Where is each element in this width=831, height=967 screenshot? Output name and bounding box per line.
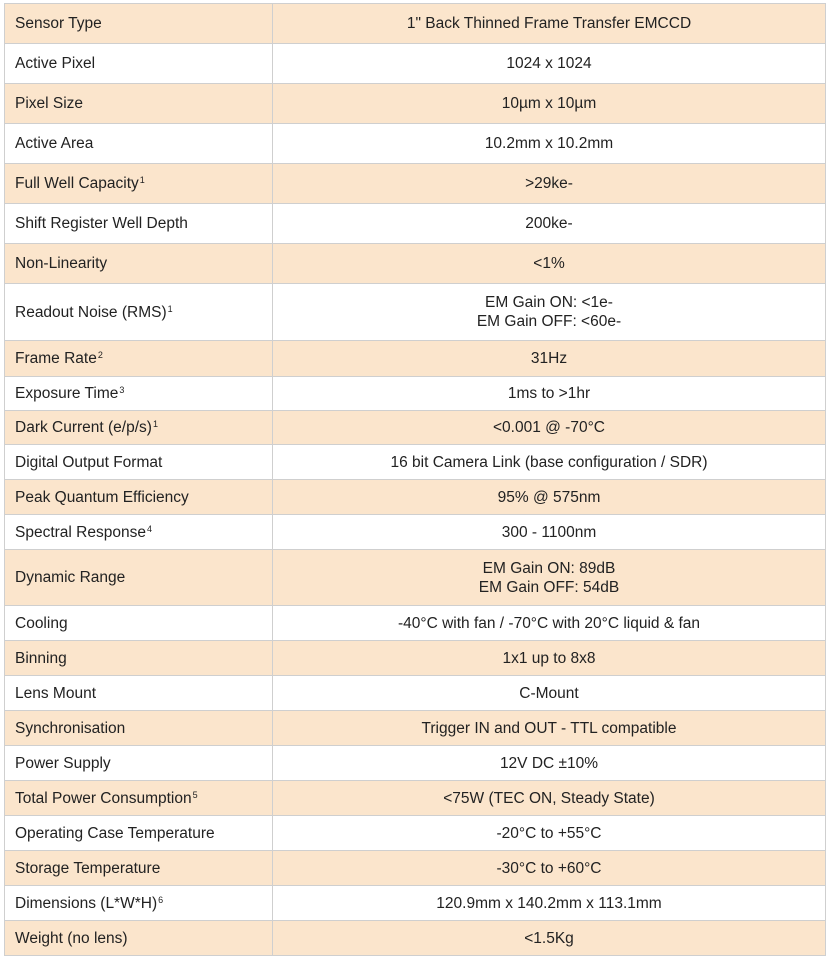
spec-value-cell xyxy=(273,781,826,816)
spec-value: <1% xyxy=(533,255,565,272)
spec-value: -40°C with fan / -70°C with 20°C liquid & fan xyxy=(397,614,701,632)
spec-label-cell xyxy=(5,84,273,124)
table-row xyxy=(5,44,826,84)
spec-label-cell xyxy=(5,921,273,956)
spec-value-cell xyxy=(273,44,826,84)
table-row xyxy=(5,746,826,781)
spec-label-cell xyxy=(5,124,273,164)
spec-value-cell xyxy=(273,124,826,164)
spec-value: 1" Back Thinned Frame Transfer EMCCD xyxy=(406,15,692,32)
spec-label-cell xyxy=(5,164,273,204)
spec-label: Storage Temperature xyxy=(15,859,161,877)
footnote-marker: 1 xyxy=(139,175,145,185)
spec-label: Total Power Consumption xyxy=(15,789,192,807)
spec-label-cell xyxy=(5,204,273,244)
spec-value-cell xyxy=(273,204,826,244)
spec-label-cell xyxy=(5,284,273,341)
table-row xyxy=(5,550,826,606)
spec-label: Binning xyxy=(15,649,67,667)
spec-label-cell xyxy=(5,377,273,411)
spec-value-cell xyxy=(273,550,826,606)
table-row xyxy=(5,124,826,164)
spec-label-cell xyxy=(5,781,273,816)
spec-value: <0.001 @ -70°C xyxy=(493,419,605,436)
spec-value: 12V DC ±10% xyxy=(499,754,599,772)
table-row xyxy=(5,886,826,921)
spec-label: Digital Output Format xyxy=(15,453,163,471)
spec-value-cell xyxy=(273,921,826,956)
spec-value: -20°C to +55°C xyxy=(496,824,602,842)
table-row xyxy=(5,411,826,445)
spec-value-cell xyxy=(273,676,826,711)
spec-value: >29ke- xyxy=(525,175,573,192)
spec-value-cell xyxy=(273,164,826,204)
table-row xyxy=(5,204,826,244)
spec-value-cell xyxy=(273,445,826,480)
spec-label-cell xyxy=(5,606,273,641)
spec-value-cell xyxy=(273,711,826,746)
table-row xyxy=(5,84,826,124)
spec-value: 200ke- xyxy=(525,215,573,232)
footnote-marker: 6 xyxy=(158,894,164,905)
spec-label-cell xyxy=(5,341,273,377)
spec-value: Trigger IN and OUT - TTL compatible xyxy=(421,719,677,737)
spec-label: Dark Current (e/p/s) xyxy=(15,419,152,436)
footnote-marker: 1 xyxy=(152,419,158,429)
table-row xyxy=(5,164,826,204)
table-row xyxy=(5,781,826,816)
spec-label: Peak Quantum Efficiency xyxy=(15,488,189,506)
table-row xyxy=(5,921,826,956)
spec-value: 1024 x 1024 xyxy=(506,55,592,72)
footnote-marker: 4 xyxy=(146,523,152,534)
footnote-marker: 2 xyxy=(97,350,103,360)
spec-value-cell xyxy=(273,480,826,515)
spec-value-cell xyxy=(273,341,826,377)
spec-label: Readout Noise (RMS) xyxy=(15,303,167,321)
spec-label-cell xyxy=(5,746,273,781)
spec-label-cell xyxy=(5,676,273,711)
spec-value: 16 bit Camera Link (base configuration / SDR) xyxy=(390,453,708,471)
spec-label-cell xyxy=(5,816,273,851)
spec-label: Dimensions (L*W*H) xyxy=(15,894,158,912)
spec-value: 300 - 1100nm xyxy=(501,523,597,541)
spec-value: 31Hz xyxy=(530,350,568,367)
table-row xyxy=(5,244,826,284)
spec-label: Sensor Type xyxy=(15,15,102,32)
spec-label: Full Well Capacity xyxy=(15,175,139,192)
footnote-marker: 3 xyxy=(119,385,125,395)
spec-label: Active Pixel xyxy=(15,55,96,72)
spec-label-cell xyxy=(5,244,273,284)
table-row xyxy=(5,341,826,377)
spec-value: EM Gain ON: <1e- xyxy=(485,294,613,311)
spec-value: <75W (TEC ON, Steady State) xyxy=(443,789,655,807)
spec-value: EM Gain OFF: 54dB xyxy=(478,578,620,596)
spec-label-cell xyxy=(5,480,273,515)
table-row xyxy=(5,606,826,641)
spec-value-cell xyxy=(273,84,826,124)
spec-value-cell xyxy=(273,411,826,445)
spec-value: EM Gain ON: 89dB xyxy=(482,559,616,577)
spec-value-cell xyxy=(273,284,826,341)
spec-value-cell xyxy=(273,4,826,44)
spec-value: 1x1 up to 8x8 xyxy=(502,649,596,667)
spec-label-cell xyxy=(5,4,273,44)
table-row xyxy=(5,851,826,886)
footnote-marker: 1 xyxy=(167,303,173,314)
spec-label-cell xyxy=(5,711,273,746)
table-row xyxy=(5,711,826,746)
table-row xyxy=(5,284,826,341)
table-row xyxy=(5,480,826,515)
spec-value-cell xyxy=(273,515,826,550)
spec-value: 95% @ 575nm xyxy=(497,488,601,506)
spec-label-cell xyxy=(5,886,273,921)
spec-value-cell xyxy=(273,816,826,851)
spec-label: Spectral Response xyxy=(15,523,146,541)
spec-value: -30°C to +60°C xyxy=(496,859,602,877)
spec-label-cell xyxy=(5,411,273,445)
spec-label-cell xyxy=(5,550,273,606)
spec-value-cell xyxy=(273,606,826,641)
spec-value: 10.2mm x 10.2mm xyxy=(484,135,614,152)
spec-label: Cooling xyxy=(15,614,68,632)
spec-label-cell xyxy=(5,515,273,550)
spec-label-cell xyxy=(5,445,273,480)
spec-table-body xyxy=(5,4,826,956)
spec-value: 120.9mm x 140.2mm x 113.1mm xyxy=(436,894,662,912)
spec-label: Shift Register Well Depth xyxy=(15,215,188,232)
spec-value: EM Gain OFF: <60e- xyxy=(476,313,622,330)
spec-label-cell xyxy=(5,641,273,676)
spec-label: Active Area xyxy=(15,135,94,152)
spec-label: Synchronisation xyxy=(15,719,126,737)
table-row xyxy=(5,445,826,480)
spec-value-cell xyxy=(273,641,826,676)
spec-value: 10µm x 10µm xyxy=(501,95,597,112)
spec-value: 1ms to >1hr xyxy=(507,385,591,402)
table-row xyxy=(5,676,826,711)
table-row xyxy=(5,515,826,550)
spec-table xyxy=(4,3,826,956)
table-row xyxy=(5,816,826,851)
spec-label: Lens Mount xyxy=(15,684,96,702)
spec-label: Exposure Time xyxy=(15,385,119,402)
spec-value-cell xyxy=(273,244,826,284)
table-row xyxy=(5,377,826,411)
spec-label: Frame Rate xyxy=(15,350,97,367)
table-row xyxy=(5,641,826,676)
spec-value-cell xyxy=(273,377,826,411)
spec-value-cell xyxy=(273,851,826,886)
spec-label: Operating Case Temperature xyxy=(15,824,215,842)
footnote-marker: 5 xyxy=(192,789,198,800)
spec-label: Pixel Size xyxy=(15,95,84,112)
spec-label: Power Supply xyxy=(15,754,111,772)
spec-value-cell xyxy=(273,886,826,921)
spec-label-cell xyxy=(5,851,273,886)
table-row xyxy=(5,4,826,44)
spec-label: Dynamic Range xyxy=(15,569,126,586)
spec-label-cell xyxy=(5,44,273,84)
spec-value: <1.5Kg xyxy=(524,929,574,947)
spec-value-cell xyxy=(273,746,826,781)
spec-label: Weight (no lens) xyxy=(15,929,128,947)
spec-label: Non-Linearity xyxy=(15,255,108,272)
spec-value: C-Mount xyxy=(519,684,579,702)
